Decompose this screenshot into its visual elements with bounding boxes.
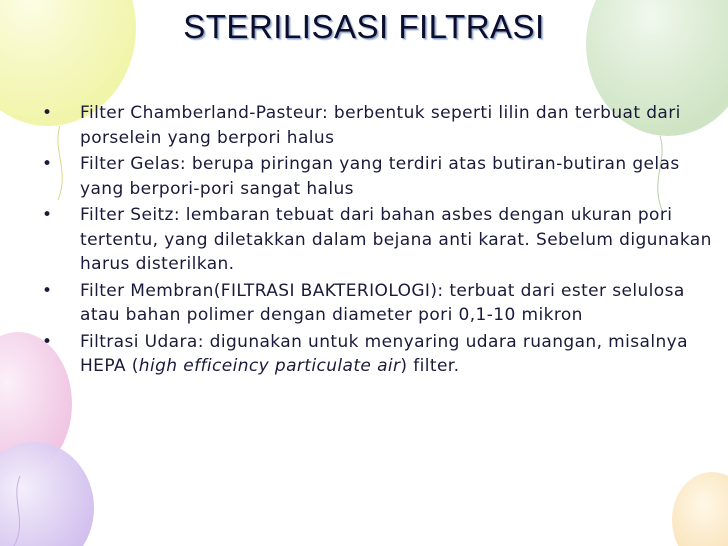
list-item — [42, 152, 712, 201]
list-item-text-after: ) filter. — [400, 356, 460, 376]
slide-title: STERILISASI FILTRASI — [183, 8, 545, 45]
list-item-text-italic: high efficeincy particulate air — [138, 356, 401, 376]
bullet-list — [42, 101, 712, 381]
list-item — [42, 101, 712, 150]
bullet-icon: • — [42, 205, 53, 225]
list-item — [42, 330, 712, 379]
bullet-icon: • — [42, 154, 53, 174]
list-item-text: Filter Gelas: berupa piringan yang terdiri atas butiran-butiran gelas yang berpori-pori sangat halus — [80, 154, 680, 199]
list-item-text: Filter Membran(FILTRASI BAKTERIOLOGI): terbuat dari ester selulosa atau bahan polimer dengan diameter pori 0,1-10 mikron — [80, 280, 685, 325]
bullet-icon: • — [42, 103, 53, 123]
list-item-text: Filter Seitz: lembaran tebuat dari bahan asbes dengan ukuran pori tertentu, yang diletakkan dalam bejana anti karat. Sebelum digunakan harus disterilkan. — [80, 205, 712, 274]
list-item — [42, 203, 712, 277]
list-item — [42, 279, 712, 328]
list-item-text: Filter Chamberland-Pasteur: berbentuk seperti lilin dan terbuat dari porselein yang berpori halus — [80, 103, 681, 148]
bullet-icon: • — [42, 331, 53, 352]
bullet-icon: • — [42, 280, 53, 301]
list-item-text-before: Filtrasi Udara: digunakan untuk menyaring udara ruangan, misalnya HEPA ( — [80, 331, 688, 376]
